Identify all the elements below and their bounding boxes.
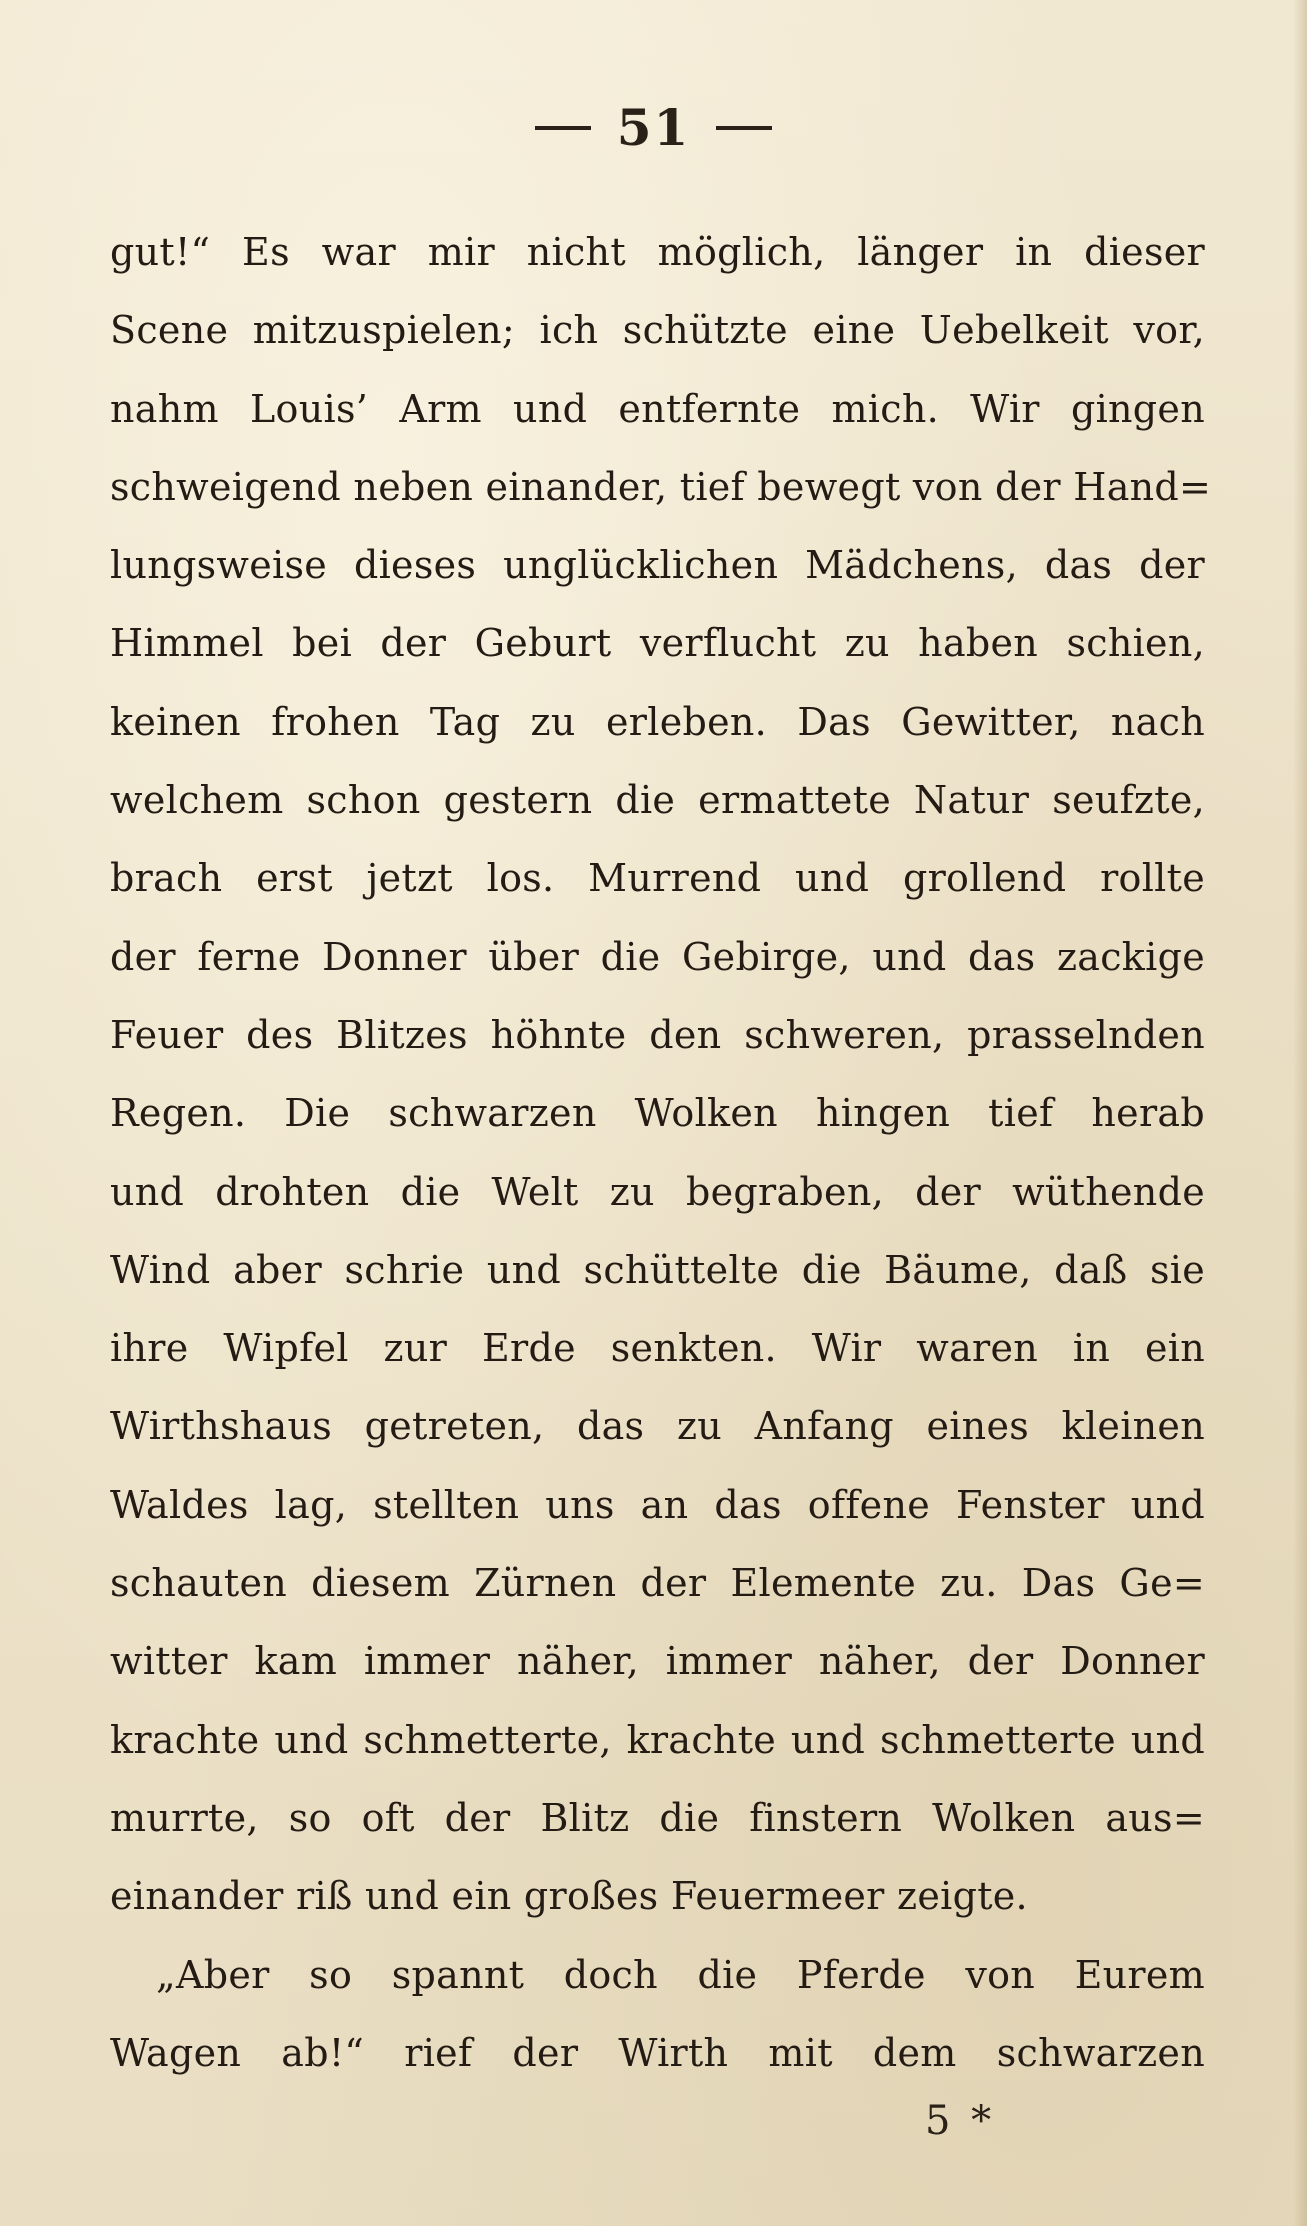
text-line: schweigend neben einander, tief bewegt von der Hand= [110,464,1212,509]
header-dash-left [535,126,591,130]
page-number: 51 [616,98,691,157]
text-line: ihre Wipfel zur Erde senkten. Wir waren in ein [110,1326,1205,1371]
text-line-paragraph-end: einander riß und ein großes Feuermeer zeigte. [110,1874,1028,1919]
text-line: lungsweise dieses unglücklichen Mädchens, das der [110,543,1205,588]
text-line: witter kam immer näher, immer näher, der Donner [110,1639,1205,1684]
page-edge-shadow [1293,0,1307,2226]
printer-signature-mark: 5 * [925,2098,996,2144]
text-line: Feuer des Blitzes höhnte den schweren, prasselnden [110,1012,1205,1057]
text-line: Wind aber schrie und schüttelte die Bäume, daß sie [110,1247,1205,1292]
text-line: brach erst jetzt los. Murrend und grollend rollte [110,856,1205,901]
text-line: Waldes lag, stellten uns an das offene Fenster und [110,1482,1205,1527]
body-text [110,213,1212,2092]
text-line: Himmel bei der Geburt verflucht zu haben schien, [110,621,1205,666]
text-line: krachte und schmetterte, krachte und schmetterte und [110,1717,1205,1762]
text-line: welchem schon gestern die ermattete Natur seufzte, [110,778,1205,823]
text-line: gut!“ Es war mir nicht möglich, länger in dieser [110,230,1205,274]
page-header [0,98,1307,157]
header-dash-right [716,126,772,130]
text-line: schauten diesem Zürnen der Elemente zu. Das Ge= [110,1561,1205,1606]
text-line: und drohten die Welt zu begraben, der wüthende [110,1169,1205,1214]
text-line: keinen frohen Tag zu erleben. Das Gewitter, nach [110,699,1205,744]
text-line: Regen. Die schwarzen Wolken hingen tief herab [110,1091,1205,1136]
text-line: Wagen ab!“ rief der Wirth mit dem schwarzen [110,2030,1205,2075]
text-line: Scene mitzuspielen; ich schützte eine Uebelkeit vor, [110,308,1205,353]
text-line: nahm Louis’ Arm und entfernte mich. Wir gingen [110,386,1205,431]
text-line: murrte, so oft der Blitz die finstern Wolken aus= [110,1795,1205,1840]
text-line-paragraph-start: „Aber so spannt doch die Pferde von Eurem [156,1952,1205,1997]
text-line: Wirthshaus getreten, das zu Anfang eines kleinen [110,1404,1205,1449]
text-line: der ferne Donner über die Gebirge, und das zackige [110,934,1205,979]
